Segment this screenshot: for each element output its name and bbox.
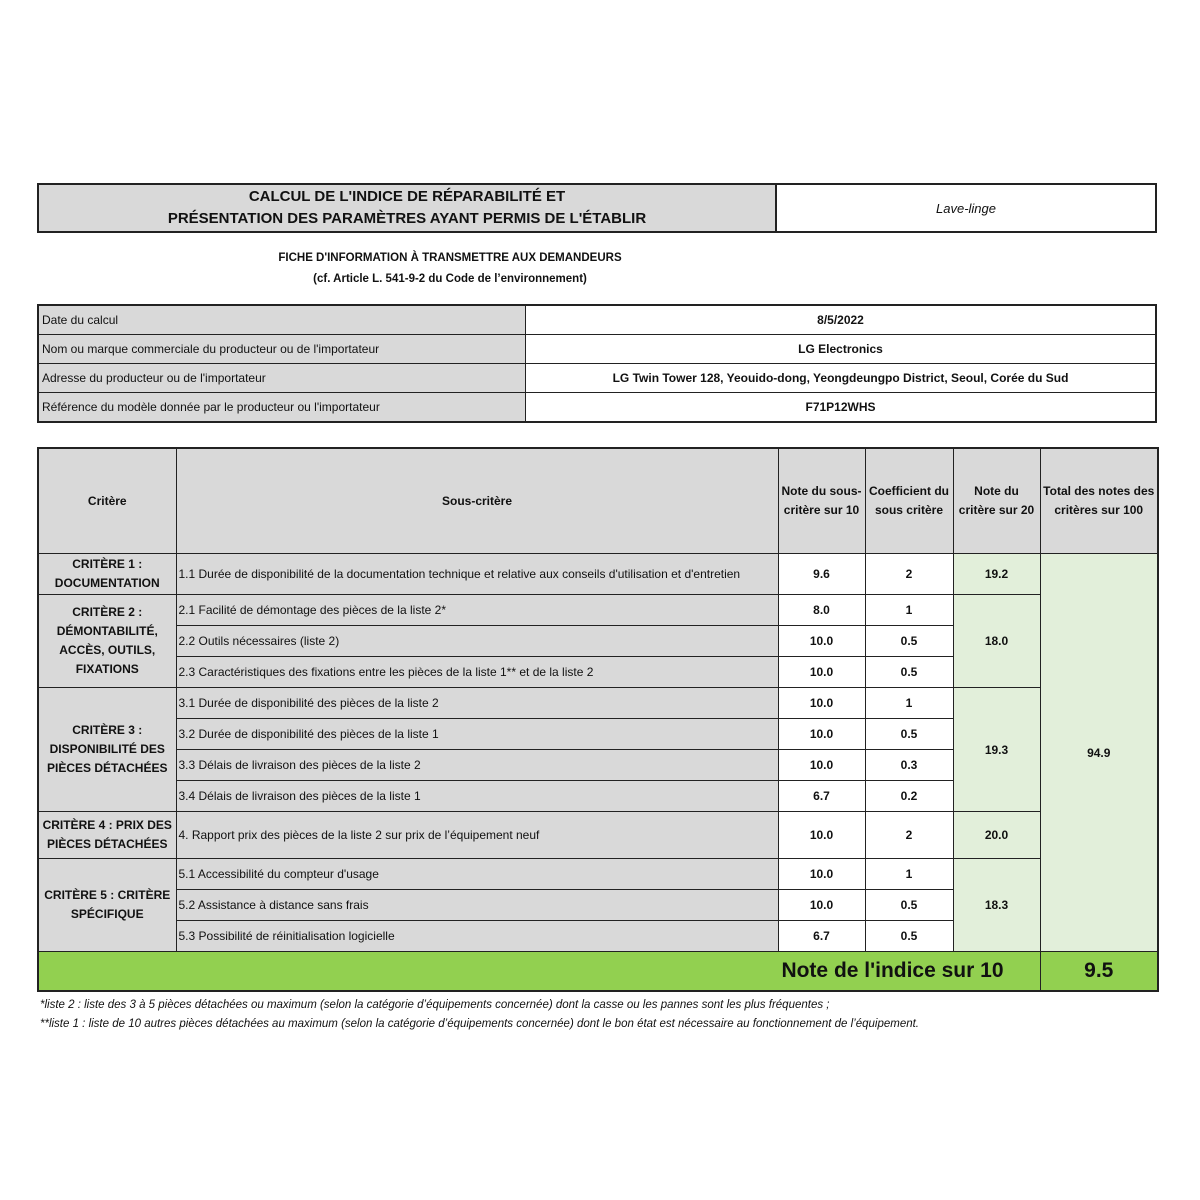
sub-criterion-coef: 0.5 (865, 657, 953, 688)
total-score: 94.9 (1040, 554, 1158, 952)
sub-criterion-label: 1.1 Durée de disponibilité de la documentation technique et relative aux conseils d'utilisation et d'entretien (176, 554, 778, 595)
sub-criterion-note: 8.0 (778, 595, 865, 626)
sub-criterion-coef: 2 (865, 554, 953, 595)
criterion-note: 18.0 (953, 595, 1040, 688)
header-critere: Critère (38, 448, 176, 554)
sub-criterion-label: 5.3 Possibilité de réinitialisation logicielle (176, 921, 778, 952)
info-label: Nom ou marque commerciale du producteur ou de l'importateur (38, 335, 526, 364)
info-value: F71P12WHS (526, 393, 1157, 423)
criterion-note: 20.0 (953, 812, 1040, 859)
footnotes (40, 996, 1160, 1034)
info-value: 8/5/2022 (526, 305, 1157, 335)
info-value: LG Electronics (526, 335, 1157, 364)
sub-criterion-note: 10.0 (778, 626, 865, 657)
sub-criterion-label: 5.2 Assistance à distance sans frais (176, 890, 778, 921)
sub-criterion-note: 6.7 (778, 921, 865, 952)
table-row (38, 688, 1158, 719)
info-label: Adresse du producteur ou de l'importateur (38, 364, 526, 393)
criterion-name: CRITÈRE 2 : DÉMONTABILITÉ, ACCÈS, OUTILS, FIXATIONS (38, 595, 176, 688)
sub-criterion-label: 5.1 Accessibilité du compteur d'usage (176, 859, 778, 890)
header-note-critere: Note du critère sur 20 (953, 448, 1040, 554)
header-sous-critere: Sous-critère (176, 448, 778, 554)
sub-criterion-label: 3.4 Délais de livraison des pièces de la liste 1 (176, 781, 778, 812)
info-value: LG Twin Tower 128, Yeouido-dong, Yeongdeungpo District, Seoul, Corée du Sud (526, 364, 1157, 393)
fiche-subtitle (37, 248, 863, 290)
title-line-2: PRÉSENTATION DES PARAMÈTRES AYANT PERMIS DE L'ÉTABLIR (167, 210, 647, 227)
fiche-line-2: (cf. Article L. 541-9-2 du Code de l’environnement) (313, 273, 587, 285)
sub-criterion-note: 9.6 (778, 554, 865, 595)
criterion-note: 19.2 (953, 554, 1040, 595)
sub-criterion-label: 2.1 Facilité de démontage des pièces de la liste 2* (176, 595, 778, 626)
sub-criterion-coef: 1 (865, 595, 953, 626)
criterion-note: 18.3 (953, 859, 1040, 952)
title-line-1: CALCUL DE L'INDICE DE RÉPARABILITÉ ET (248, 188, 566, 205)
info-row (38, 305, 1156, 335)
footnote-liste-1: **liste 1 : liste de 10 autres pièces détachées au maximum (selon la catégorie d’équipements concernée) dont le bon état est nécessaire au fonctionnement de l’équipement. (40, 1018, 919, 1030)
sub-criterion-coef: 0.5 (865, 719, 953, 750)
sub-criterion-coef: 1 (865, 688, 953, 719)
sub-criterion-label: 3.3 Délais de livraison des pièces de la liste 2 (176, 750, 778, 781)
sub-criterion-note: 10.0 (778, 750, 865, 781)
fiche-line-1: FICHE D'INFORMATION À TRANSMETTRE AUX DEMANDEURS (278, 252, 622, 264)
sub-criterion-note: 10.0 (778, 657, 865, 688)
sub-criterion-note: 10.0 (778, 812, 865, 859)
table-row (38, 859, 1158, 890)
sub-criterion-note: 10.0 (778, 688, 865, 719)
sub-criterion-label: 3.1 Durée de disponibilité des pièces de la liste 2 (176, 688, 778, 719)
table-row (38, 812, 1158, 859)
criterion-note: 19.3 (953, 688, 1040, 812)
page-header (37, 183, 1157, 233)
repairability-table (37, 447, 1159, 992)
footnote-liste-2: *liste 2 : liste des 3 à 5 pièces détachées ou maximum (selon la catégorie d’équipements concernée) dont la casse ou les pannes sont les plus fréquentes ; (40, 999, 830, 1011)
sub-criterion-coef: 2 (865, 812, 953, 859)
info-label: Référence du modèle donnée par le producteur ou l'importateur (38, 393, 526, 423)
table-header-row (38, 448, 1158, 554)
sub-criterion-coef: 0.5 (865, 890, 953, 921)
criterion-name: CRITÈRE 4 : PRIX DES PIÈCES DÉTACHÉES (38, 812, 176, 859)
sub-criterion-note: 10.0 (778, 890, 865, 921)
table-row (38, 595, 1158, 626)
final-score-label: Note de l'indice sur 10 (38, 952, 1040, 992)
final-score-value: 9.5 (1040, 952, 1158, 992)
sub-criterion-label: 2.3 Caractéristiques des fixations entre les pièces de la liste 1** et de la liste 2 (176, 657, 778, 688)
info-table (37, 304, 1157, 423)
sub-criterion-coef: 0.5 (865, 921, 953, 952)
sub-criterion-note: 10.0 (778, 719, 865, 750)
final-score-row (38, 952, 1158, 992)
criterion-name: CRITÈRE 3 : DISPONIBILITÉ DES PIÈCES DÉTACHÉES (38, 688, 176, 812)
sub-criterion-note: 6.7 (778, 781, 865, 812)
sub-criterion-label: 4. Rapport prix des pièces de la liste 2 sur prix de l’équipement neuf (176, 812, 778, 859)
sub-criterion-note: 10.0 (778, 859, 865, 890)
info-row (38, 335, 1156, 364)
page-title (37, 183, 777, 233)
sub-criterion-coef: 0.5 (865, 626, 953, 657)
info-row (38, 393, 1156, 423)
product-category: Lave-linge (777, 183, 1157, 233)
info-label: Date du calcul (38, 305, 526, 335)
sub-criterion-coef: 0.2 (865, 781, 953, 812)
criterion-name: CRITÈRE 5 : CRITÈRE SPÉCIFIQUE (38, 859, 176, 952)
sub-criterion-coef: 0.3 (865, 750, 953, 781)
sub-criterion-label: 3.2 Durée de disponibilité des pièces de la liste 1 (176, 719, 778, 750)
sub-criterion-coef: 1 (865, 859, 953, 890)
table-row (38, 554, 1158, 595)
header-coefficient: Coefficient du sous critère (865, 448, 953, 554)
criterion-name: CRITÈRE 1 : DOCUMENTATION (38, 554, 176, 595)
info-row (38, 364, 1156, 393)
sub-criterion-label: 2.2 Outils nécessaires (liste 2) (176, 626, 778, 657)
header-total: Total des notes des critères sur 100 (1040, 448, 1158, 554)
header-note-sous-critere: Note du sous-critère sur 10 (778, 448, 865, 554)
